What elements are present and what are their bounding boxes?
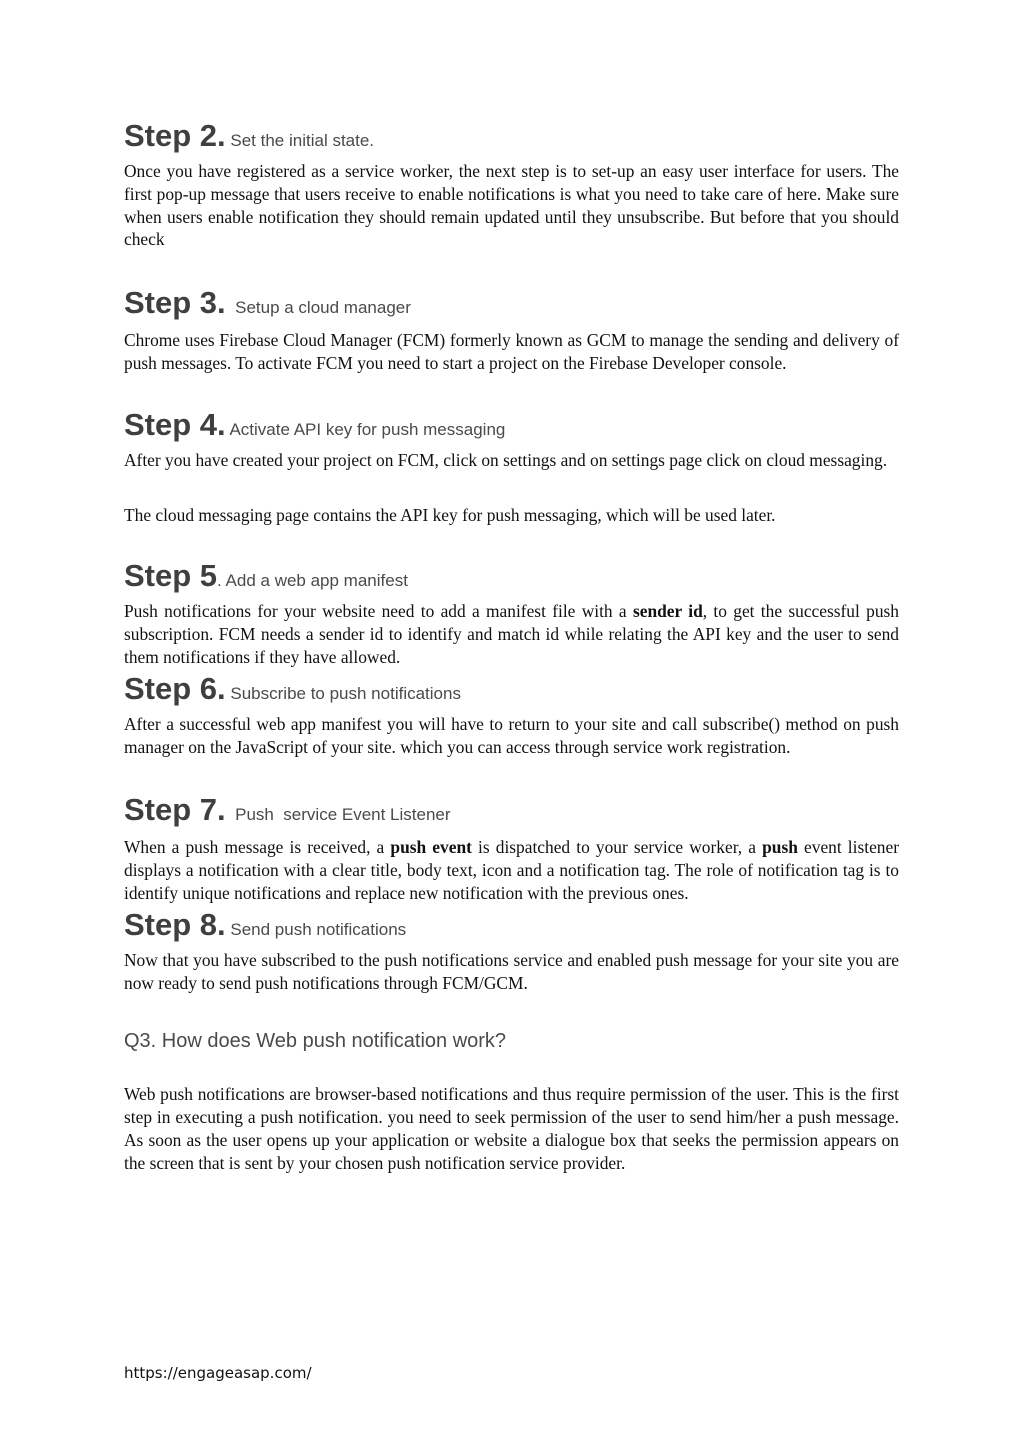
step-7-body-text: When a push message is received, a [124, 837, 391, 858]
step-7-heading [124, 792, 899, 828]
footer-url[interactable]: https://engageasap.com/ [124, 1364, 312, 1382]
step-3-heading [124, 285, 899, 321]
step-8-body: Now that you have subscribed to the push notifications service and enabled push message for your site you are now ready to send push notifications through FCM/GCM. [124, 949, 899, 993]
step-6-title: Subscribe to push notifications [225, 683, 461, 703]
step-4-number: Step 4. [124, 406, 226, 442]
step-8-number: Step 8. [124, 906, 226, 942]
step-2-number: Step 2. [124, 118, 226, 153]
step-3-title: Setup a cloud manager [225, 298, 411, 318]
step-4-body: After you have created your project on FCM, click on settings and on settings page click on cloud messaging. [124, 449, 888, 470]
step-3-number: Step 3. [124, 285, 226, 321]
step-5-number: Step 5 [124, 558, 218, 594]
step-8-heading [124, 906, 899, 942]
step-3-body: Chrome uses Firebase Cloud Manager (FCM) formerly known as GCM to manage the sending and delivery of push messages. To activate FCM you need to start a project on the Firebase Developer console. [124, 330, 899, 373]
step-7-body-bold: push event [390, 837, 472, 858]
q3-heading: Q3. How does Web push notification work? [124, 1030, 507, 1053]
q3-body: Web push notifications are browser-based notifications and thus require permission of the user. This is the first step in executing a push notification. you need to seek permission of the user to send him/her a push message. As soon as the user opens up your application or website a dialogue box that seeks the permission appears on the screen that is sent by your chosen push notification service provider. [124, 1084, 899, 1173]
step-6-heading [124, 670, 899, 706]
step-7-body [124, 836, 899, 904]
step-4-title: Activate API key for push messaging [225, 419, 506, 439]
step-5-body [124, 600, 899, 668]
step-5-title: . Add a web app manifest [217, 571, 408, 591]
document-page [124, 120, 899, 1175]
step-2-body: Once you have registered as a service worker, the next step is to set-up an easy user interface for users. The first pop-up message that users receive to enable notifications is what you need to take care of here. Make sure when users enable notification they should remain updated until they unsubscribe. But before that you should check [124, 161, 899, 250]
step-5-body-text-2: , to get the successful push subscription. FCM needs a sender id to identify and match id while relating the API key and the user to send them notifications if they have allowed. [124, 601, 899, 667]
step-7-body-text-3: event listener displays a notification with a clear title, body text, icon and a notification tag. The role of notification tag is to identify unique notifications and replace new notification with the previous ones. [124, 837, 899, 903]
step-2-title: Set the initial state. [225, 131, 375, 150]
step-2-heading [124, 120, 899, 151]
step-5-body-text: Push notifications for your website need to add a manifest file with a [124, 601, 633, 622]
step-7-title: Push service Event Listener [225, 805, 451, 825]
step-7-body-text-2: is dispatched to your service worker, a [471, 837, 763, 858]
step-4-body-2: The cloud messaging page contains the API key for push messaging, which will be used later. [124, 504, 776, 525]
step-7-body-bold-2: push [762, 837, 798, 858]
step-4-heading [124, 406, 899, 442]
step-8-title: Send push notifications [225, 919, 407, 939]
step-5-body-bold: sender id [632, 601, 703, 622]
step-5-heading [124, 558, 899, 594]
step-7-number: Step 7. [124, 792, 226, 828]
step-6-body: After a successful web app manifest you will have to return to your site and call subscribe() method on push manager on the JavaScript of your site. which you can access through service work registration. [124, 713, 899, 757]
step-6-number: Step 6. [124, 670, 226, 706]
